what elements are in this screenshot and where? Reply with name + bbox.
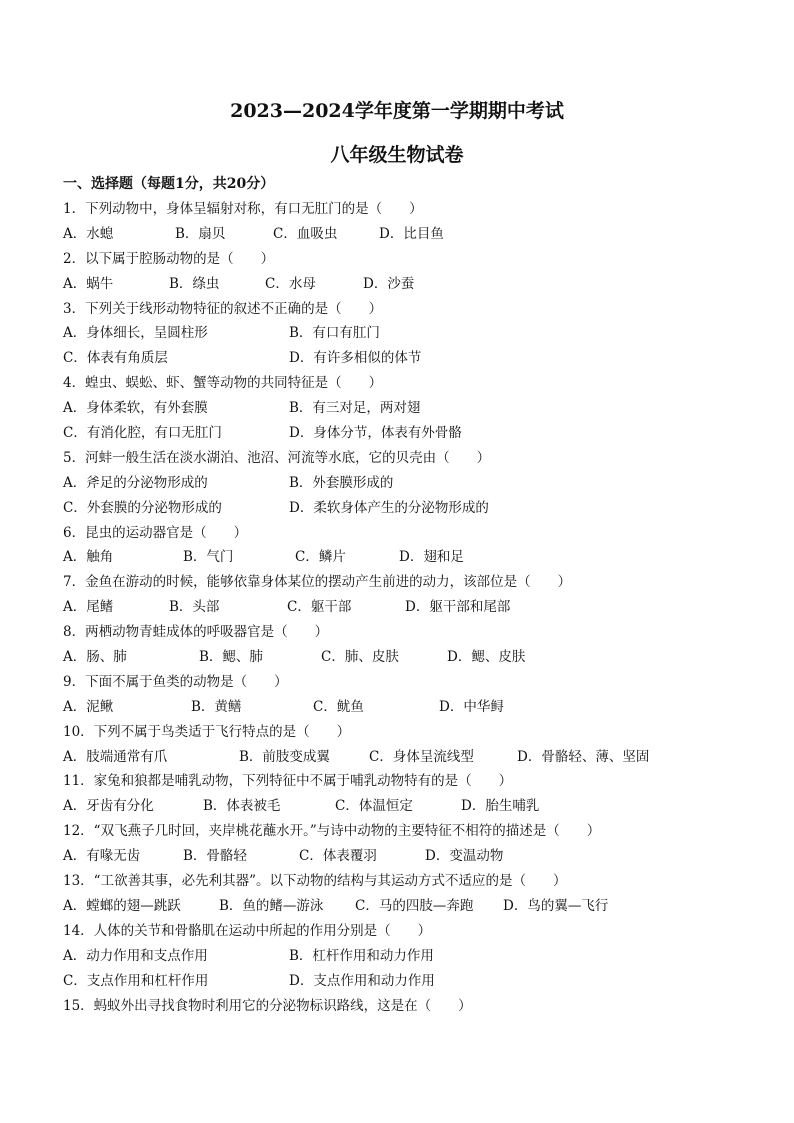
option-c: C．鳞片 [295,549,346,566]
option-b: B．体表被毛 [203,798,281,815]
option-d: D．比目鱼 [379,225,444,242]
option-row [63,272,763,297]
option-a: A．斧足的分泌物形成的 [63,474,208,491]
option-row [63,496,763,521]
question-stem: 3．下列关于线形动物特征的叙述不正确的是（ ） [63,300,383,317]
option-b: B．骨骼轻 [183,848,247,865]
option-a: A．肢端通常有爪 [63,748,168,765]
option-row [63,969,763,994]
option-d: D．身体分节，体表有外骨骼 [289,425,462,442]
option-d: D．柔软身体产生的分泌物形成的 [289,499,489,516]
question-list [63,197,763,1018]
option-b: B．杠杆作用和动力作用 [289,947,434,964]
question-stem: 10．下列不属于鸟类适于飞行特点的是（ ） [63,723,351,740]
question-stem: 15．蚂蚁外出寻找食物时利用它的分泌物标识路线，这是在（ ） [63,997,472,1014]
option-b: B．气门 [183,549,234,566]
option-b: B．扇贝 [175,225,226,242]
question-stem: 7．金鱼在游动的时候，能够依靠身体某位的摆动产生前进的动力，该部位是（ ） [63,574,572,591]
option-c: C．支点作用和杠杆作用 [63,972,209,989]
option-c: C．体表有角质层 [63,350,168,367]
option-a: A．触角 [63,549,114,566]
option-d: D．鳃、皮肤 [447,649,526,666]
option-row [63,396,763,421]
option-d: D．沙蚕 [363,275,415,292]
question-stem: 12．“双飞燕子几时回，夹岸桃花蘸水开。”与诗中动物的主要特征不相符的描述是（ ） [63,823,601,840]
option-a: A．有喙无齿 [63,848,141,865]
option-c: C．外套膜的分泌物形成的 [63,499,222,516]
option-c: C．有消化腔，有口无肛门 [63,425,222,442]
section-heading: 一、选择题（每题1分，共20分） [63,176,275,192]
option-row [63,471,763,496]
option-row [63,844,763,869]
option-c: C．身体呈流线型 [369,748,474,765]
option-a: A．螳螂的翅—跳跃 [63,897,181,914]
option-c: C．躯干部 [287,599,352,616]
option-a: A．身体细长，呈圆柱形 [63,325,208,342]
question-stem: 8．两栖动物青蛙成体的呼吸器官是（ ） [63,624,329,641]
option-b: B．头部 [169,599,220,616]
option-a: A．身体柔软，有外套膜 [63,400,208,417]
option-c: C．肺、皮肤 [321,649,399,666]
option-b: B．有口有肛门 [289,325,380,342]
option-d: D．变温动物 [425,848,504,865]
question-stem: 4．蝗虫、蜈蚣、虾、蟹等动物的共同特征是（ ） [63,375,383,392]
question-stem: 9．下面不属于鱼类的动物是（ ） [63,673,288,690]
option-row [63,794,763,819]
question-stem: 6．昆虫的运动器官是（ ） [63,524,248,541]
question-stem: 1．下列动物中，身体呈辐射对称，有口无肛门的是（ ） [63,201,423,217]
option-row [63,545,763,570]
option-row [63,222,763,247]
option-b: B．有三对足，两对翅 [289,400,421,417]
option-d: D．翅和足 [399,549,464,566]
option-b: B．前肢变成翼 [239,748,330,765]
option-d: D．支点作用和动力作用 [289,972,435,989]
option-b: B．绦虫 [169,275,220,292]
option-row [63,595,763,620]
option-row [63,695,763,720]
option-c: C．鱿鱼 [313,698,364,715]
option-a: A．泥鳅 [63,698,114,715]
exam-subtitle: 八年级生物试卷 [330,144,464,166]
option-c: C．体表覆羽 [299,848,377,865]
question-stem: 5．河蚌一般生活在淡水湖泊、池沼、河流等水底，它的贝壳由（ ） [63,449,491,466]
option-row [63,944,763,969]
option-b: B．黄鳝 [191,698,242,715]
exam-title: 2023—2024学年度第一学期期中考试 [230,100,564,122]
option-b: B．鳃、肺 [199,649,263,666]
question-stem: 2．以下属于腔肠动物的是（ ） [63,250,275,267]
option-row [63,421,763,446]
option-a: A．蜗牛 [63,275,114,292]
option-d: D．有许多相似的体节 [289,350,422,367]
option-d: D．鸟的翼—飞行 [503,897,609,914]
option-row [63,645,763,670]
option-b: B．鱼的鳍—游泳 [219,897,324,914]
option-c: C．体温恒定 [335,798,413,815]
option-c: C．血吸虫 [273,225,338,242]
question-stem: 13．“工欲善其事，必先利其器”。以下动物的结构与其运动方式不适应的是（ ） [63,873,567,890]
question-stem: 11．家兔和狼都是哺乳动物，下列特征中不属于哺乳动物特有的是（ ） [63,773,513,790]
option-a: A．牙齿有分化 [63,798,154,815]
option-c: C．马的四肢—奔跑 [355,897,474,914]
option-a: A．肠、肺 [63,649,127,666]
option-d: D．躯干部和尾部 [405,599,511,616]
option-row [63,346,763,371]
option-row [63,745,763,770]
option-b: B．外套膜形成的 [289,474,394,491]
option-a: A．动力作用和支点作用 [63,947,208,964]
option-d: D．胎生哺乳 [461,798,540,815]
question-stem: 14．人体的关节和骨骼肌在运动中所起的作用分别是（ ） [63,922,432,939]
option-d: D．中华鲟 [439,698,504,715]
option-c: C．水母 [265,275,316,292]
option-row [63,894,763,919]
option-row [63,321,763,346]
option-a: A．尾鳍 [63,599,114,616]
option-a: A．水螅 [63,225,114,242]
option-d: D．骨骼轻、薄、坚固 [517,748,650,765]
